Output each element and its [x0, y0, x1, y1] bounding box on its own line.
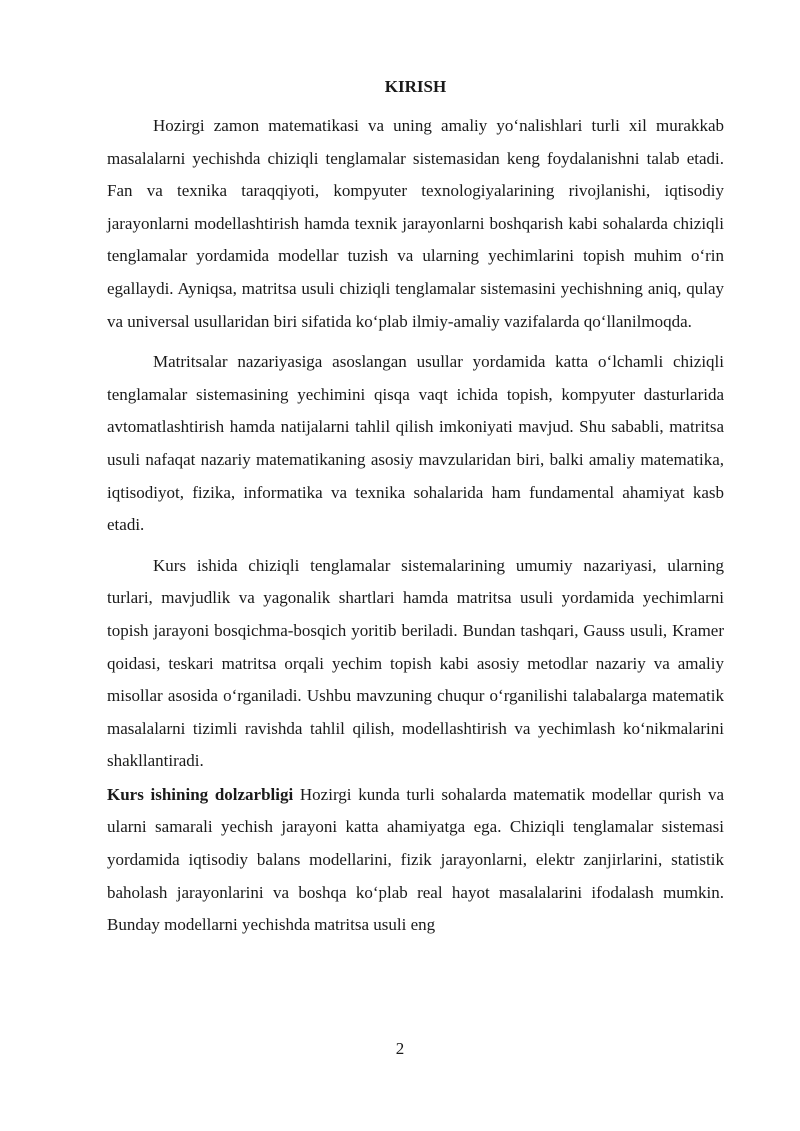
- intro-paragraph-3: Kurs ishida chiziqli tenglamalar sistemalarining umumiy nazariyasi, ularning turlari, mavjudlik va yagonalik shartlari hamda matritsa usuli yordamida yechimlarni topish jarayoni bosqichma-bosqich yoritib beriladi. Bundan tashqari, Gauss usuli, Kramer qoidasi, teskari matritsa orqali yechim topish kabi asosiy metodlar nazariy va amaliy misollar asosida o‘rganiladi. Ushbu mavzuning chuqur o‘rganilishi talabalarga matematik masalalarni tizimli ravishda tahlil qilish, modellashtirish va yechimlash ko‘nikmalarini shakllantiradi.: [107, 555, 724, 771]
- intro-paragraph-1: Hozirgi zamon matematikasi va uning amaliy yo‘nalishlari turli xil murakkab masalalarni yechishda chiziqli tenglamalar sistemasidan keng foydalanishni talab etadi. Fan va texnika taraqqiyoti, kompyuter texnologiyalarining rivojlanishi, iqtisodiy jarayonlarni modellashtirish hamda texnik jarayonlarni boshqarish kabi sohalarda chiziqli tenglamalar yordamida modellar tuzish va ularning yechimlarini topish muhim o‘rin egallaydi. Ayniqsa, matritsa usuli chiziqli tenglamalar sistemasini yechishning aniq, qulay va universal usullaridan biri sifatida ko‘plab ilmiy-amaliy vazifalarda qo‘llanilmoqda.: [107, 116, 724, 331]
- page-number: 2: [395, 1039, 405, 1058]
- intro-paragraph-2: Matritsalar nazariyasiga asoslangan usullar yordamida katta o‘lchamli chiziqli tenglamalar sistemasining yechimini qisqa vaqt ichida topish, kompyuter dasturlarida avtomatlashtirish hamda natijalarni tahlil qilish imkoniyati mavjud. Shu sababli, matritsa usuli nafaqat nazariy matematikaning asosiy mavzularidan biri, balki amaliy matematika, iqtisodiyot, fizika, informatika va texnika sohalarida ham fundamental ahamiyat kasb etadi.: [107, 352, 724, 535]
- relevance-text: Hozirgi kunda turli sohalarda matematik modellar qurish va ularni samarali yechish jarayoni katta ahamiyatga ega. Chiziqli tenglamalar sistemasi yordamida iqtisodiy balans modellarini, fizik jarayonlarni, elektr zanjirlarini, statistik baholash jarayonlarini va boshqa ko‘plab real hayot masalalarini ifodalash mumkin. Bunday modellarni yechishda matritsa usuli eng: [107, 784, 724, 935]
- section-title: KIRISH: [384, 77, 447, 96]
- relevance-heading: Kurs ishining dolzarbligi: [107, 784, 294, 804]
- document-page: [107, 72, 724, 950]
- relevance-paragraph: [107, 779, 724, 942]
